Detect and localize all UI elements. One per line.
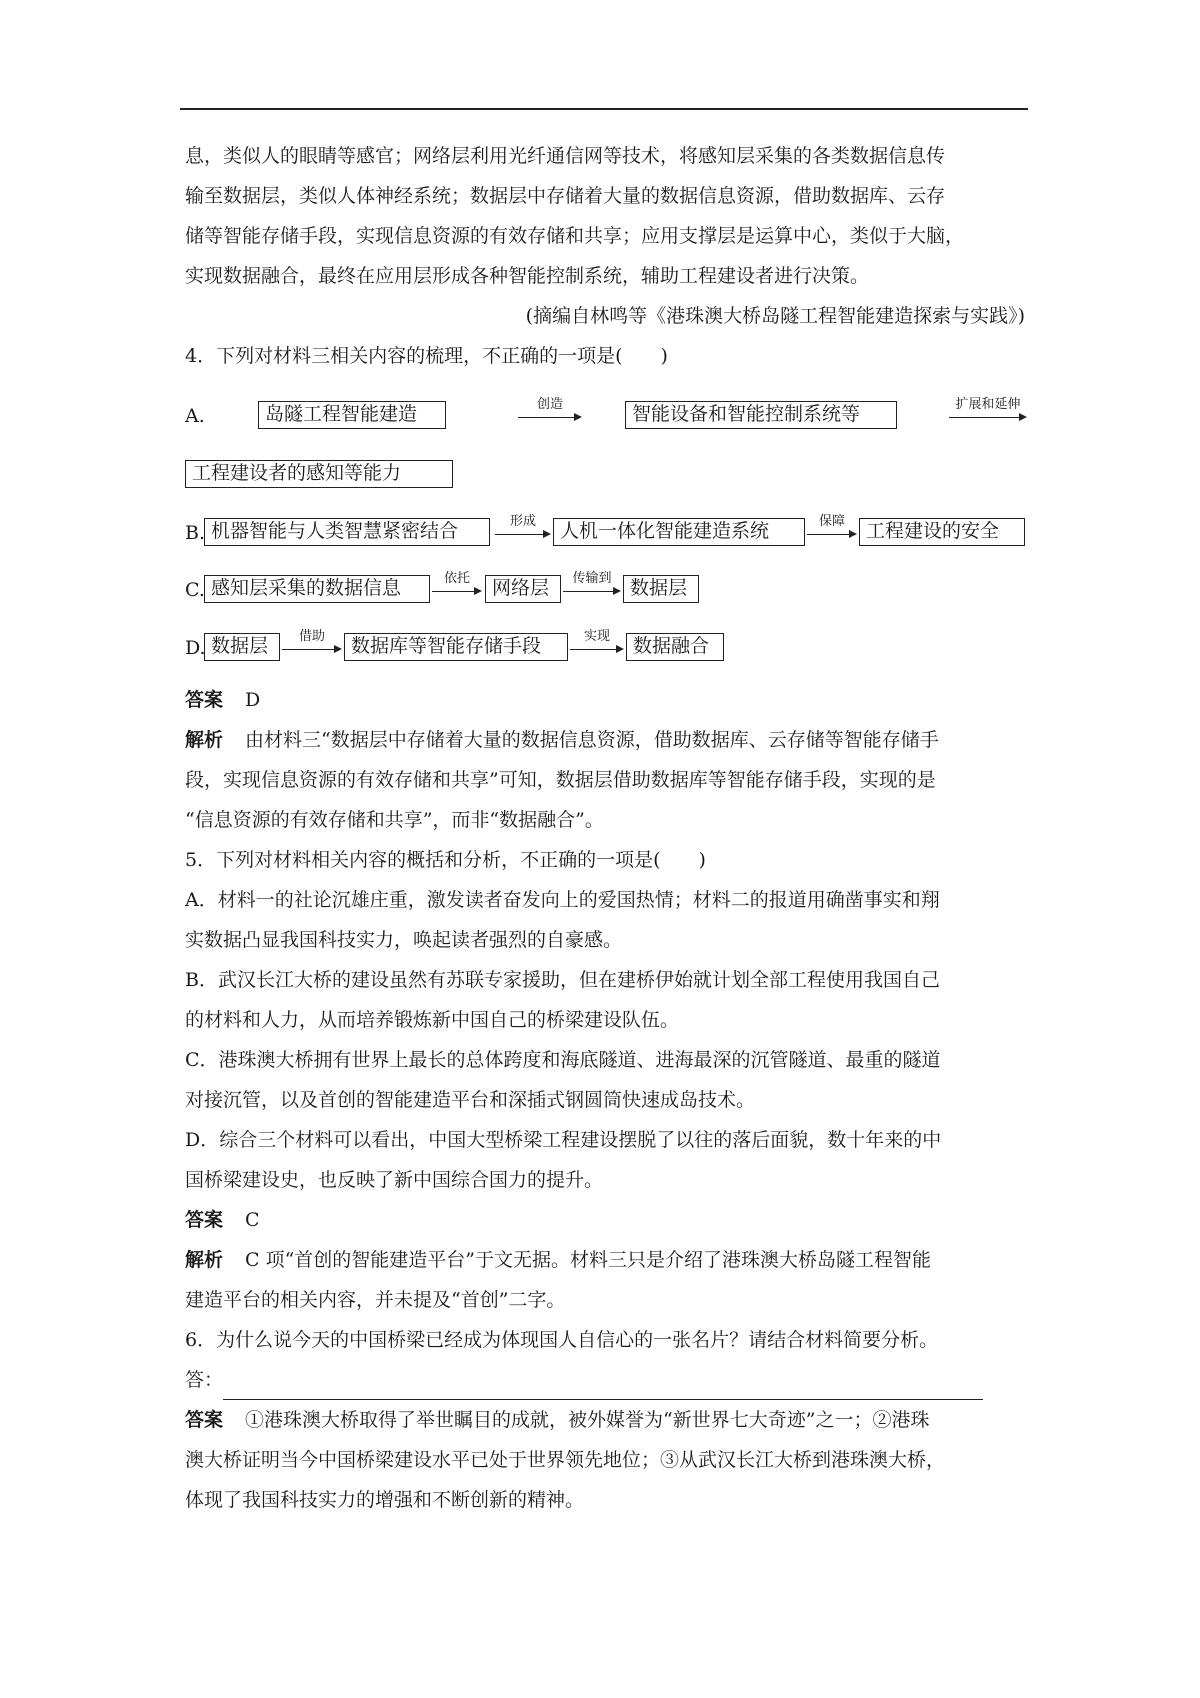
arrow-label: 形成: [509, 514, 536, 529]
option-label: B.: [185, 522, 206, 544]
q5-option-b: B．武汉长江大桥的建设虽然有苏联专家援助，但在建桥伊始就计划全部工程使用我国自己: [185, 969, 940, 991]
flow-box: 网络层: [485, 575, 561, 603]
q4-analysis-line: 段，实现信息资源的有效存储和共享”可知，数据层借助数据库等智能存储手段，实现的是: [185, 769, 936, 791]
flow-box: 数据层: [204, 633, 280, 661]
header-rule: [180, 108, 1028, 110]
answer-value: D: [245, 689, 261, 711]
arrow-label: 借助: [298, 629, 325, 644]
option-b-flow: [185, 516, 1025, 552]
flow-box: 工程建设者的感知等能力: [185, 460, 453, 488]
flow-arrow: [570, 631, 624, 661]
q5-option-b-cont: 的材料和人力，从而培养锻炼新中国自己的桥梁建设队伍。: [185, 1009, 680, 1031]
q5-analysis-line: 建造平台的相关内容，并未提及“首创”二字。: [185, 1289, 566, 1311]
answer-label: 答案: [185, 1409, 224, 1431]
q6-answer-blank: [185, 1360, 1025, 1400]
option-d-flow: [185, 631, 1025, 667]
q5-analysis-line: [185, 1240, 1025, 1280]
material-paragraph: [185, 136, 1025, 376]
question-5-stem: 5．下列对材料相关内容的概括和分析，不正确的一项是( ): [185, 849, 706, 871]
flow-arrow: [807, 516, 857, 546]
option-a-flow: [185, 399, 1025, 435]
option-label: C.: [185, 579, 205, 601]
text-line: 实现数据融合，最终在应用层形成各种智能控制系统，辅助工程建设者进行决策。: [185, 265, 870, 287]
option-c-flow: [185, 573, 1025, 609]
q4-analysis-line: “信息资源的有效存储和共享”，而非“数据融合”。: [185, 809, 604, 831]
q5-option-d-cont: 国桥梁建设史，也反映了新中国综合国力的提升。: [185, 1169, 604, 1191]
flow-arrow: [563, 573, 621, 603]
q6-answer-line: [185, 1400, 1025, 1440]
source-citation: (摘编自林鸣等《港珠澳大桥岛隧工程智能建造探索与实践》): [525, 305, 1025, 327]
option-a-flow-cont: [185, 458, 1025, 494]
answer-text: ①港珠澳大桥取得了举世瞩目的成就，被外媒誉为“新世界七大奇迹”之一；②港珠: [245, 1409, 930, 1431]
analysis-text: 由材料三“数据层中存储着大量的数据信息资源，借助数据库、云存储等智能存储手: [245, 729, 939, 751]
q5-option-c-cont: 对接沉管，以及首创的智能建造平台和深插式钢圆筒快速成岛技术。: [185, 1089, 756, 1111]
question-6-stem: 6．为什么说今天的中国桥梁已经成为体现国人自信心的一张名片？请结合材料简要分析。: [185, 1329, 939, 1351]
arrow-label: 扩展和延伸: [955, 397, 1021, 412]
text-line: 息，类似人的眼睛等感官；网络层利用光纤通信网等技术，将感知层采集的各类数据信息传: [185, 145, 946, 167]
flow-arrow: [518, 399, 582, 429]
flow-arrow: [282, 631, 342, 661]
analysis-label: 解析: [185, 729, 224, 751]
arrow-label: 保障: [818, 514, 845, 529]
q4-answer: [185, 680, 1025, 720]
question-4-stem: 4．下列对材料三相关内容的梳理，不正确的一项是( ): [185, 345, 668, 367]
flow-box: 工程建设的安全: [859, 518, 1025, 546]
flow-box: 机器智能与人类智慧紧密结合: [204, 518, 490, 546]
arrow-label: 创造: [536, 397, 563, 412]
answer-label: 答案: [185, 1209, 224, 1231]
flow-box: 数据融合: [626, 633, 724, 661]
answer-value: C: [245, 1209, 260, 1231]
q5-option-a-cont: 实数据凸显我国科技实力，唤起读者强烈的自豪感。: [185, 929, 623, 951]
answer-label: 答案: [185, 689, 224, 711]
answer-line[interactable]: [223, 1375, 983, 1400]
arrow-label: 实现: [583, 629, 610, 644]
flow-arrow: [495, 516, 551, 546]
flow-arrow: [949, 399, 1027, 429]
flow-box: 感知层采集的数据信息: [204, 575, 430, 603]
analysis-text: C 项“首创的智能建造平台”于文无据。材料三只是介绍了港珠澳大桥岛隧工程智能: [245, 1249, 932, 1271]
flow-box: 数据层: [623, 575, 699, 603]
arrow-label: 依托: [443, 571, 470, 586]
q4-analysis-line: [185, 720, 1025, 760]
analysis-label: 解析: [185, 1249, 224, 1271]
q5-option-d: D．综合三个材料可以看出，中国大型桥梁工程建设摆脱了以往的落后面貌，数十年来的中: [185, 1129, 942, 1151]
flow-box: 岛隧工程智能建造: [258, 401, 446, 429]
q6-answer-line: 体现了我国科技实力的增强和不断创新的精神。: [185, 1489, 585, 1511]
text-line: 输至数据层，类似人体神经系统；数据层中存储着大量的数据信息资源，借助数据库、云存: [185, 185, 946, 207]
flow-box: 数据库等智能存储手段: [344, 633, 568, 661]
q5-option-a: A．材料一的社论沉雄庄重，激发读者奋发向上的爱国热情；材料二的报道用确凿事实和翔: [185, 889, 940, 911]
q6-answer-line: 澳大桥证明当今中国桥梁建设水平已处于世界领先地位；③从武汉长江大桥到港珠澳大桥，: [185, 1449, 946, 1471]
q5-answer: [185, 1200, 1025, 1240]
option-label: D.: [185, 637, 206, 659]
flow-arrow: [432, 573, 482, 603]
q5-option-c: C．港珠澳大桥拥有世界上最长的总体跨度和海底隧道、进海最深的沉管隧道、最重的隧道: [185, 1049, 941, 1071]
text-line: 储等智能存储手段，实现信息资源的有效存储和共享；应用支撑层是运算中心，类似于大脑，: [185, 225, 965, 247]
answer-prompt: 答：: [185, 1369, 224, 1391]
flow-box: 智能设备和智能控制系统等: [625, 401, 897, 429]
flow-box: 人机一体化智能建造系统: [553, 518, 805, 546]
option-label: A.: [185, 405, 205, 427]
arrow-label: 传输到: [572, 571, 612, 586]
questions-body: [185, 680, 1025, 1520]
